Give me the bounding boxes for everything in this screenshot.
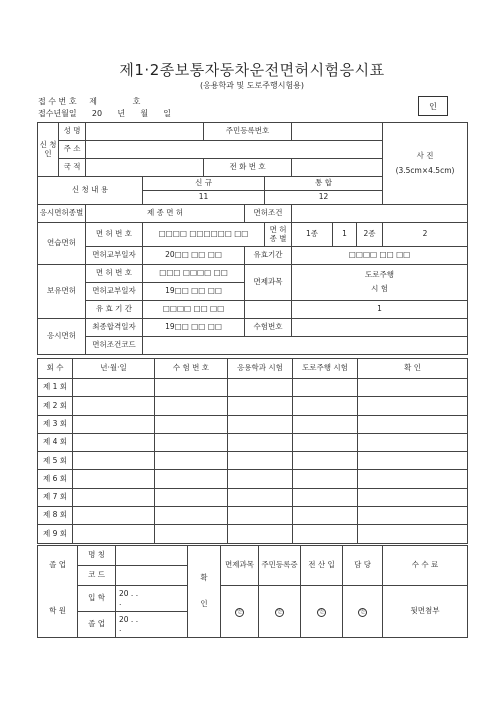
log-row [38, 433, 468, 451]
log-round-label: 제 8 회 [38, 507, 73, 525]
resident-no-label: 주민등록번호 [204, 123, 292, 141]
staff-seal [343, 586, 383, 638]
log-applied-field[interactable] [228, 397, 293, 415]
phone-label: 전 화 번 호 [204, 159, 292, 177]
seal-stamp-icon: 인 [275, 608, 284, 617]
license-cond-field[interactable] [292, 205, 468, 223]
log-row [38, 379, 468, 397]
learner-no-field[interactable]: □□□□ □□□□□□ □□ [143, 223, 265, 247]
name-field[interactable] [86, 123, 204, 141]
learner-issue-field[interactable]: 20□□ □□ □□ [143, 247, 245, 265]
log-exam-no-field[interactable] [155, 433, 228, 451]
cond-code-label: 면허조건코드 [86, 337, 143, 355]
log-round-label: 제 4 회 [38, 433, 73, 451]
request-label: 신 청 내 용 [38, 177, 143, 205]
log-road-field[interactable] [293, 470, 358, 488]
resident-seal [259, 586, 301, 638]
log-date-field[interactable] [73, 415, 155, 433]
holder-label: 보유면허 [38, 265, 86, 319]
log-road-field[interactable] [293, 488, 358, 506]
class-license-field[interactable]: 제 종 면 허 [86, 205, 245, 223]
exempt-label: 면제과목 [245, 265, 292, 301]
log-applied-field[interactable] [228, 507, 293, 525]
name-label: 성 명 [59, 123, 86, 141]
applicant-label: 신 청 인 [38, 123, 59, 177]
grad-label: 졸 업 [78, 612, 116, 638]
school-fee-table [37, 545, 468, 638]
grad-date-field[interactable]: 20 . . . [116, 612, 188, 638]
log-round-label: 제 9 회 [38, 525, 73, 543]
log-header-confirm: 확 인 [358, 359, 468, 379]
learner-no-label: 면 허 번 호 [86, 223, 143, 247]
log-header-round: 회 수 [38, 359, 73, 379]
computer-seal [301, 586, 343, 638]
log-confirm-field[interactable] [358, 507, 468, 525]
class2-label: 2종 [357, 223, 383, 247]
log-date-field[interactable] [73, 507, 155, 525]
learner-label: 연습면허 [38, 223, 86, 265]
log-round-label: 제 1 회 [38, 379, 73, 397]
road-test-box [292, 265, 468, 301]
applied-label: 응시면허 [38, 319, 86, 355]
exam-log-table [37, 358, 468, 544]
log-applied-field[interactable] [228, 433, 293, 451]
seal-stamp-icon: 인 [235, 608, 244, 617]
log-round-label: 제 2 회 [38, 397, 73, 415]
log-confirm-field[interactable] [358, 397, 468, 415]
class2-code[interactable]: 2 [383, 223, 468, 247]
form-title: 제1·2종보통자동차운전면허시험응시표 [119, 61, 385, 79]
log-exam-no-field[interactable] [155, 415, 228, 433]
log-confirm-field[interactable] [358, 379, 468, 397]
log-applied-field[interactable] [228, 488, 293, 506]
school-name-label: 명 칭 [78, 546, 116, 566]
log-round-label: 제 3 회 [38, 415, 73, 433]
address-label: 주 소 [59, 141, 86, 159]
seal-stamp-icon: 인 [358, 608, 367, 617]
computer-input-label: 전 산 입 [301, 546, 343, 586]
log-confirm-field[interactable] [358, 452, 468, 470]
new-code[interactable]: 11 [143, 191, 265, 205]
nationality-field[interactable] [86, 159, 204, 177]
log-exam-no-field[interactable] [155, 525, 228, 543]
holder-issue-field[interactable]: 19□□ □□ □□ [143, 283, 245, 301]
log-road-field[interactable] [293, 379, 358, 397]
log-road-field[interactable] [293, 433, 358, 451]
log-header-date: 년·월·일 [73, 359, 155, 379]
holder-valid-label: 유 효 기 간 [86, 301, 143, 319]
log-confirm-field[interactable] [358, 415, 468, 433]
log-date-field[interactable] [73, 488, 155, 506]
log-road-field[interactable] [293, 415, 358, 433]
log-date-field[interactable] [73, 452, 155, 470]
exempt-seal [221, 586, 259, 638]
log-header-exam-no: 수 험 번 호 [155, 359, 228, 379]
log-date-field[interactable] [73, 525, 155, 543]
log-road-field[interactable] [293, 452, 358, 470]
log-road-field[interactable] [293, 397, 358, 415]
log-road-field[interactable] [293, 525, 358, 543]
log-round-label: 제 5 회 [38, 452, 73, 470]
fee-label: 수 수 료 [383, 546, 468, 586]
exam-type-label: 응시면허종별 [38, 205, 86, 223]
learner-valid-label: 유효기간 [245, 247, 292, 265]
application-info-table [37, 122, 468, 355]
log-date-field[interactable] [73, 433, 155, 451]
log-confirm-field[interactable] [358, 488, 468, 506]
class1-label: 1종 [292, 223, 333, 247]
road-code[interactable]: 1 [292, 301, 468, 319]
confirm-label: 확 인 [188, 546, 221, 638]
final-pass-field[interactable]: 19□□ □□ □□ [143, 319, 245, 337]
school-code-label: 코 드 [78, 566, 116, 586]
log-road-field[interactable] [293, 507, 358, 525]
phone-field[interactable] [292, 159, 383, 177]
log-row [38, 470, 468, 488]
graduation-label: 졸 업 [38, 546, 78, 586]
log-round-label: 제 7 회 [38, 488, 73, 506]
address-field[interactable] [86, 141, 383, 159]
exam-no-label: 수험번호 [245, 319, 292, 337]
road-exam-label: 시 험 [371, 284, 388, 293]
photo-size: (3.5cm×4.5cm) [395, 165, 455, 175]
nationality-label: 국 적 [59, 159, 86, 177]
log-header-road: 도로주행 시험 [293, 359, 358, 379]
learner-valid-field[interactable]: □□□□ □□ □□ [292, 247, 468, 265]
resident-card-label: 주민등록증 [259, 546, 301, 586]
seal-stamp-icon: 인 [317, 608, 326, 617]
receipt-number: 접 수 번 호 제 호 [38, 97, 141, 106]
log-applied-field[interactable] [228, 525, 293, 543]
holder-issue-label: 면허교부일자 [86, 283, 143, 301]
resident-no-field[interactable] [292, 123, 383, 141]
log-exam-no-field[interactable] [155, 507, 228, 525]
log-applied-field[interactable] [228, 470, 293, 488]
log-row [38, 525, 468, 543]
log-exam-no-field[interactable] [155, 397, 228, 415]
seal-box: 인 [418, 96, 448, 116]
log-row [38, 507, 468, 525]
holder-valid-field[interactable]: □□□□ □□ □□ [143, 301, 245, 319]
final-pass-label: 최종합격일자 [86, 319, 143, 337]
log-confirm-field[interactable] [358, 433, 468, 451]
school-name-field[interactable] [116, 546, 188, 566]
class1-code[interactable]: 1 [333, 223, 357, 247]
staff-label: 담 당 [343, 546, 383, 586]
road-test-label: 도로주행 [365, 270, 394, 280]
log-header-applied: 응용학과 시험 [228, 359, 293, 379]
holder-no-label: 면 허 번 호 [86, 265, 143, 283]
log-row [38, 488, 468, 506]
log-exam-no-field[interactable] [155, 452, 228, 470]
exempt-subj-label: 면제과목 [221, 546, 259, 586]
new-label: 신 규 [143, 177, 265, 191]
photo-label: 사 진 [416, 150, 434, 160]
enroll-date-field[interactable]: 20 . . . [116, 586, 188, 612]
log-date-field[interactable] [73, 397, 155, 415]
back-attach-label: 뒷면첨부 [383, 586, 468, 638]
log-applied-field[interactable] [228, 452, 293, 470]
license-cond-label: 면허조건 [245, 205, 292, 223]
receipt-date: 접수년월일 20 년 월 일 [38, 109, 172, 118]
log-round-label: 제 6 회 [38, 470, 73, 488]
enroll-label: 입 학 [78, 586, 116, 612]
log-date-field[interactable] [73, 379, 155, 397]
school-code-field[interactable] [116, 566, 188, 586]
log-exam-no-field[interactable] [155, 379, 228, 397]
log-applied-field[interactable] [228, 415, 293, 433]
log-exam-no-field[interactable] [155, 488, 228, 506]
log-exam-no-field[interactable] [155, 470, 228, 488]
exam-no-field[interactable] [292, 319, 468, 337]
cond-code-field[interactable] [143, 337, 468, 355]
log-row [38, 415, 468, 433]
holder-exempt-field[interactable] [245, 301, 292, 319]
academy-label: 학 원 [38, 586, 78, 638]
photo-box [383, 123, 468, 205]
combined-label: 통 합 [265, 177, 383, 191]
log-confirm-field[interactable] [358, 525, 468, 543]
log-row [38, 397, 468, 415]
license-class-label: 면 허 종 별 [265, 223, 292, 247]
combined-code[interactable]: 12 [265, 191, 383, 205]
log-confirm-field[interactable] [358, 470, 468, 488]
form-subtitle: (응용학과 및 도로주행시험용) [199, 81, 305, 90]
log-row [38, 452, 468, 470]
learner-issue-label: 면허교부일자 [86, 247, 143, 265]
log-date-field[interactable] [73, 470, 155, 488]
holder-no-field[interactable]: □□□ □□□□ □□ [143, 265, 245, 283]
log-applied-field[interactable] [228, 379, 293, 397]
